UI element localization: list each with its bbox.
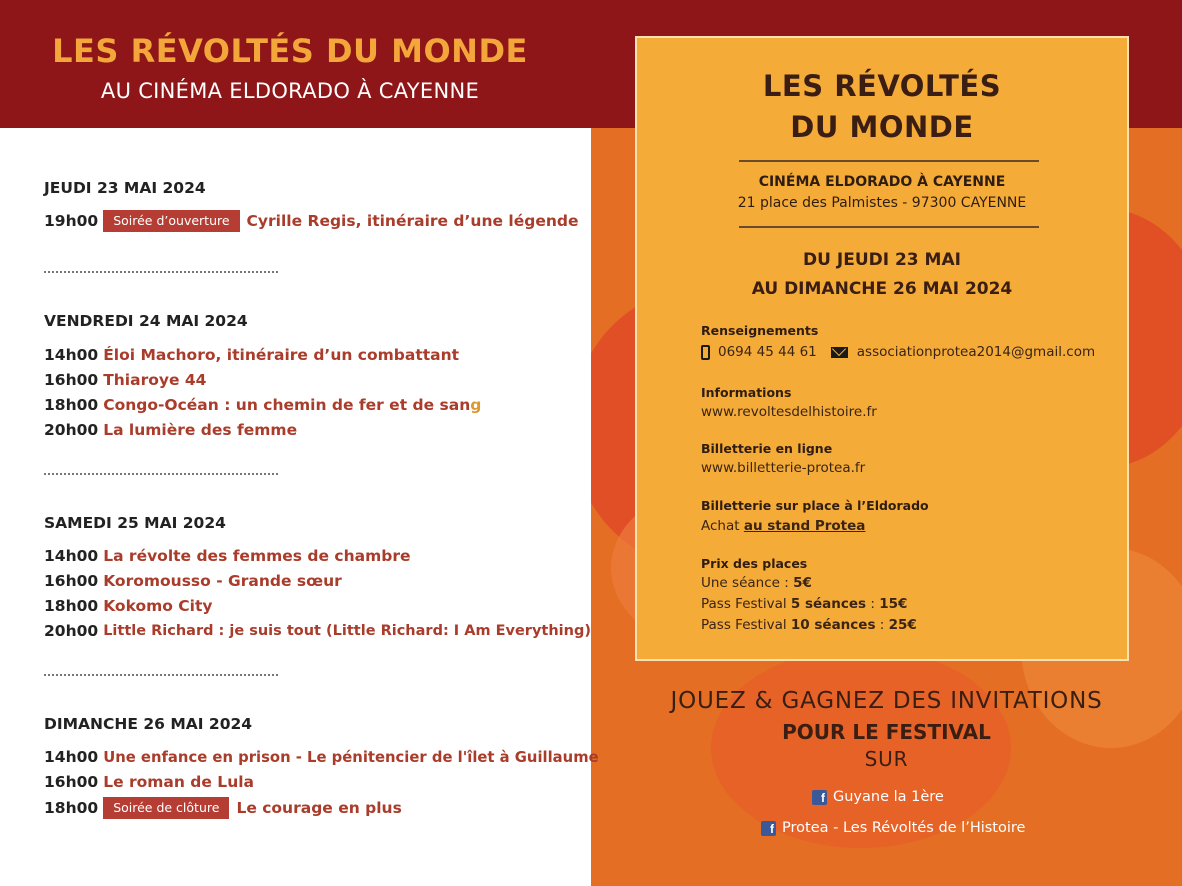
price-text: Pass Festival — [701, 596, 791, 612]
festival-info-box — [635, 36, 1129, 661]
price-sep: : — [866, 596, 880, 612]
page-title: LES RÉVOLTÉS DU MONDE — [52, 32, 528, 70]
price-sep: : — [875, 617, 889, 633]
screening-row — [44, 346, 459, 364]
price-value: 5€ — [793, 575, 812, 591]
screening-time: 20h00 — [44, 622, 99, 640]
promo-line3: SUR — [864, 747, 909, 771]
film-title: Le roman de Lula — [103, 773, 254, 791]
price-text: Une séance : — [701, 575, 794, 591]
film-title: La lumière des femme — [103, 421, 298, 439]
email-address[interactable]: associationprotea2014@gmail.com — [856, 344, 1096, 360]
social-link-protea[interactable] — [761, 820, 1025, 836]
page-subtitle: AU CINÉMA ELDORADO À CAYENNE — [100, 79, 480, 103]
dotted-separator — [44, 674, 278, 676]
dotted-separator — [44, 473, 278, 475]
day-heading: DIMANCHE 26 MAI 2024 — [44, 715, 253, 733]
stand-protea-link[interactable]: au stand Protea — [743, 518, 866, 534]
screening-time: 20h00 — [44, 421, 99, 439]
achat-line — [701, 518, 865, 534]
day-heading: JEUDI 23 MAI 2024 — [44, 179, 206, 197]
billetterie-ligne-link[interactable]: www.billetterie-protea.fr — [701, 460, 866, 476]
box-title-line1: LES RÉVOLTÉS — [762, 69, 1002, 103]
film-title: Le courage en plus — [236, 799, 402, 817]
screening-row — [44, 421, 297, 439]
divider — [739, 160, 1039, 162]
renseignements-label: Renseignements — [701, 323, 819, 338]
film-title: Éloi Machoro, itinéraire d’un combattant — [103, 346, 460, 364]
screening-time: 14h00 — [44, 346, 99, 364]
film-title: Thiaroye 44 — [103, 371, 207, 389]
screening-row — [44, 748, 599, 766]
screening-row — [44, 371, 206, 389]
facebook-icon: f — [812, 790, 827, 805]
achat-prefix: Achat — [701, 518, 744, 534]
festival-dates-line2: AU DIMANCHE 26 MAI 2024 — [751, 279, 1013, 299]
billetterie-ligne-label: Billetterie en ligne — [701, 441, 833, 456]
closing-night-badge: Soirée de clôture — [103, 797, 229, 819]
venue-name: CINÉMA ELDORADO À CAYENNE — [758, 174, 1006, 190]
price-count: 5 séances — [790, 596, 867, 612]
price-single — [701, 575, 812, 591]
phone-number[interactable]: 0694 45 44 61 — [718, 344, 817, 360]
price-value: 25€ — [888, 617, 917, 633]
billetterie-place-label: Billetterie sur place à l’Eldorado — [701, 498, 929, 513]
film-title: Kokomo City — [103, 597, 213, 615]
dotted-separator — [44, 271, 278, 273]
screening-row — [44, 797, 402, 819]
venue-address: 21 place des Palmistes - 97300 CAYENNE — [737, 195, 1027, 211]
price-pass10 — [701, 617, 917, 633]
screening-time: 16h00 — [44, 371, 99, 389]
screening-row — [44, 622, 591, 640]
social-label: Guyane la 1ère — [833, 789, 944, 805]
film-title: Cyrille Regis, itinéraire d’une légende — [246, 212, 579, 230]
film-title: Une enfance en prison - Le pénitencier de l'îlet à Guillaume — [103, 748, 599, 766]
screening-time: 16h00 — [44, 773, 99, 791]
film-title: Little Richard : je suis tout (Little Richard: I Am Everything) — [103, 623, 591, 639]
screening-time: 19h00 — [44, 212, 99, 230]
screening-row — [44, 597, 213, 615]
film-title: La révolte des femmes de chambre — [103, 547, 411, 565]
film-title-end: g — [470, 396, 482, 414]
mail-icon — [831, 347, 848, 358]
screening-time: 16h00 — [44, 572, 99, 590]
screening-time: 14h00 — [44, 748, 99, 766]
contact-line — [701, 344, 1095, 360]
prix-label: Prix des places — [701, 556, 808, 571]
informations-label: Informations — [701, 385, 792, 400]
screening-row — [44, 572, 342, 590]
price-pass5 — [701, 596, 907, 612]
social-link-guyane[interactable] — [812, 789, 944, 805]
screening-time: 18h00 — [44, 396, 99, 414]
promo-line1: JOUEZ & GAGNEZ DES INVITATIONS — [670, 688, 1103, 714]
screening-row — [44, 547, 410, 565]
film-title: Congo-Océan : un chemin de fer et de san — [103, 396, 471, 414]
promo-line2: POUR LE FESTIVAL — [782, 720, 991, 744]
film-title: Koromousso - Grande sœur — [103, 572, 342, 590]
opening-night-badge: Soirée d’ouverture — [103, 210, 239, 232]
informations-link[interactable]: www.revoltesdelhistoire.fr — [701, 404, 877, 420]
day-heading: VENDREDI 24 MAI 2024 — [44, 312, 248, 330]
screening-time: 14h00 — [44, 547, 99, 565]
price-text: Pass Festival — [701, 617, 791, 633]
screening-row — [44, 396, 481, 414]
price-value: 15€ — [879, 596, 908, 612]
social-label: Protea - Les Révoltés de l’Histoire — [782, 820, 1026, 836]
screening-row — [44, 773, 254, 791]
screening-row — [44, 210, 578, 232]
price-count: 10 séances — [790, 617, 876, 633]
box-title-line2: DU MONDE — [790, 110, 974, 144]
screening-time: 18h00 — [44, 799, 99, 817]
day-heading: SAMEDI 25 MAI 2024 — [44, 514, 226, 532]
facebook-icon: f — [761, 821, 776, 836]
screening-time: 18h00 — [44, 597, 99, 615]
festival-dates-line1: DU JEUDI 23 MAI — [803, 250, 961, 270]
divider — [739, 226, 1039, 228]
phone-icon — [701, 345, 710, 360]
